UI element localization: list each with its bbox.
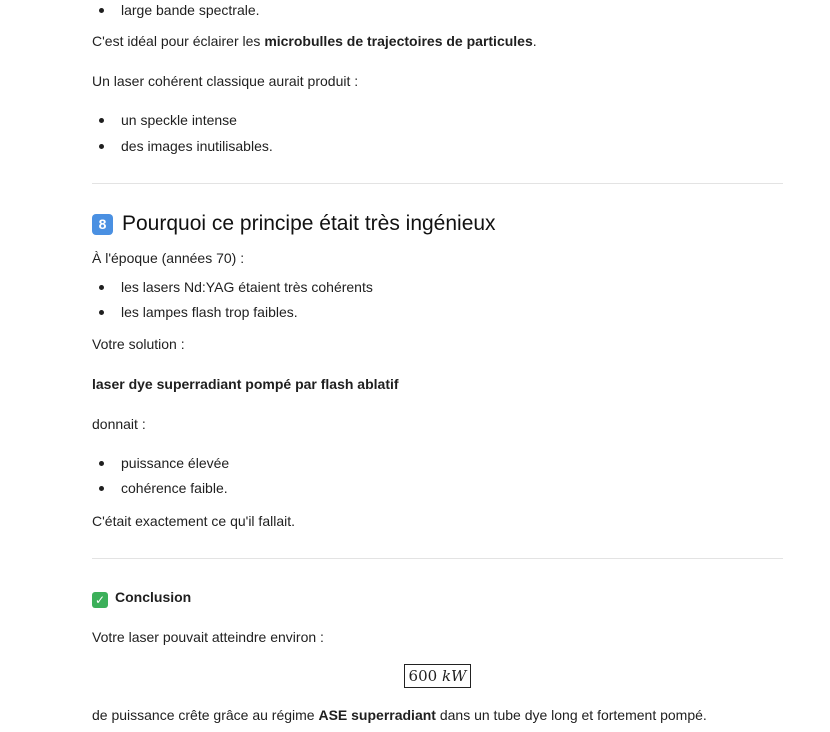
- list-item: cohérence faible.: [92, 478, 229, 498]
- ideal-text: C'est idéal pour éclairer les: [92, 33, 265, 49]
- era-paragraph: À l'époque (années 70) :: [92, 250, 245, 266]
- list-item: puissance élevée: [92, 453, 229, 473]
- formula-unit: kW: [441, 667, 467, 685]
- classic-laser-list: [92, 110, 273, 156]
- list-item: large bande spectrale.: [92, 0, 260, 20]
- formula-number: 600: [408, 667, 438, 685]
- formula-block: [92, 664, 783, 688]
- number-8-icon: 8: [92, 214, 113, 235]
- section-8-heading: [92, 210, 496, 238]
- solution-paragraph: [92, 374, 399, 394]
- ideal-end: .: [532, 33, 537, 49]
- spectral-list: [92, 0, 260, 20]
- list-item: des images inutilisables.: [92, 136, 273, 156]
- exactly-paragraph: C'était exactement ce qu'il fallait.: [92, 513, 295, 529]
- gave-paragraph: donnait :: [92, 416, 146, 432]
- check-mark-icon: ✓: [92, 592, 108, 608]
- gave-list: [92, 453, 229, 498]
- conclusion-title: Conclusion: [115, 589, 192, 605]
- final-text: de puissance crête grâce au régime: [92, 707, 319, 723]
- classic-laser-paragraph: Un laser cohérent classique aurait produit :: [92, 73, 359, 89]
- reach-paragraph: Votre laser pouvait atteindre environ :: [92, 629, 324, 645]
- final-end: dans un tube dye long et fortement pompé.: [435, 707, 707, 723]
- era-list: [92, 277, 373, 322]
- conclusion-heading: [92, 587, 191, 608]
- list-item: les lasers Nd:YAG étaient très cohérents: [92, 277, 373, 297]
- ideal-paragraph: [92, 31, 537, 51]
- list-item: un speckle intense: [92, 110, 273, 130]
- final-bold-text: ASE superradiant: [318, 707, 436, 723]
- solution-bold-text: laser dye superradiant pompé par flash ablatif: [92, 376, 399, 392]
- list-item: les lampes flash trop faibles.: [92, 302, 373, 322]
- section-divider: [92, 558, 783, 559]
- boxed-formula: [404, 664, 472, 688]
- final-paragraph: [92, 705, 707, 725]
- ideal-bold-text: microbulles de trajectoires de particules: [264, 33, 533, 49]
- section-divider: [92, 183, 783, 184]
- solution-intro: Votre solution :: [92, 336, 185, 352]
- section-8-title: Pourquoi ce principe était très ingénieux: [122, 212, 496, 235]
